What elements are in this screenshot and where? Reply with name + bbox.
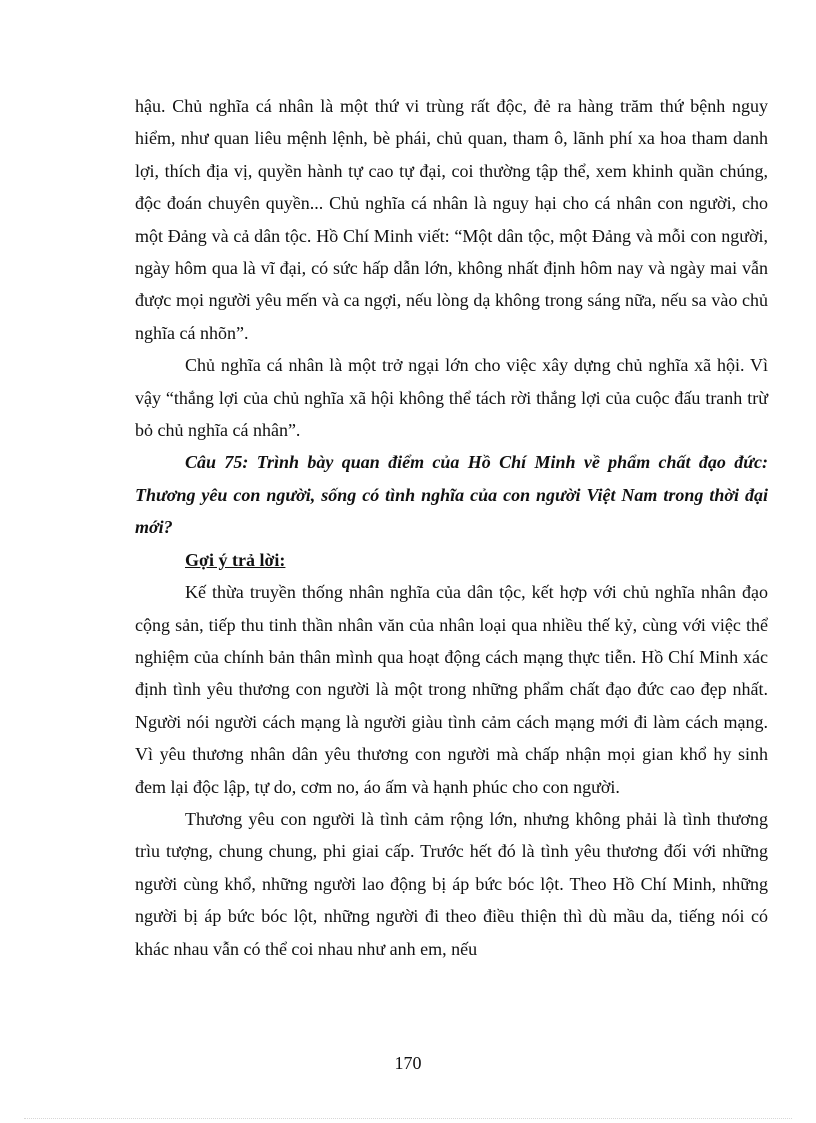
body-text <box>135 90 768 965</box>
paragraph-individualism-obstacle: Chủ nghĩa cá nhân là một trở ngại lớn cho việc xây dựng chủ nghĩa xã hội. Vì vậy “thắng lợi của chủ nghĩa xã hội không thể tách rời thắng lợi của cuộc đấu tranh trừ bỏ chủ nghĩa cá nhân”. <box>135 355 768 441</box>
paragraph-class-love: Thương yêu con người là tình cảm rộng lớn, nhưng không phải là tình thương trìu tượng, chung chung, phi giai cấp. Trước hết đó là tình yêu thương đối với những người cùng khổ, những người lao động bị áp bức bóc lột. Theo Hồ Chí Minh, những người bị áp bức bóc lột, những người đi theo điều thiện thì dù mầu da, tiếng nói có khác nhau vẫn có thể coi nhau như anh em, nếu <box>135 808 768 959</box>
page-bottom-divider <box>24 1118 792 1119</box>
page-number: 170 <box>394 1053 422 1073</box>
paragraph-individualism-harms: hậu. Chủ nghĩa cá nhân là một thứ vi trùng rất độc, đẻ ra hàng trăm thứ bệnh nguy hiểm, như quan liêu mệnh lệnh, bè phái, chủ quan, tham ô, lãnh phí xa hoa tham danh lợi, thích địa vị, quyền hành tự cao tự đại, coi thường tập thể, xem khinh quần chúng, độc đoán chuyên quyền... Chủ nghĩa cá nhân là nguy hại cho cá nhân con người, cho một Đảng và cả dân tộc. Hồ Chí Minh viết: “Một dân tộc, một Đảng và mỗi con người, ngày hôm qua là vĩ đại, có sức hấp dẫn lớn, không nhất định hôm nay và ngày mai vẫn được mọi người yêu mến và ca ngợi, nếu lòng dạ không trong sáng nữa, nếu sa vào chủ nghĩa cá nhõn”. <box>135 96 768 343</box>
question-75-heading: Câu 75: Trình bày quan điểm của Hồ Chí Minh về phẩm chất đạo đức: Thương yêu con người, sống có tình nghĩa của con người Việt Nam trong thời đại mới? <box>135 452 768 538</box>
answer-hint-heading: Gợi ý trả lời: <box>185 549 286 570</box>
paragraph-love-for-people: Kế thừa truyền thống nhân nghĩa của dân tộc, kết hợp với chủ nghĩa nhân đạo cộng sản, tiếp thu tinh thần nhân văn của nhân loại qua nhiều thế kỷ, cùng với việc thể nghiệm của chính bản thân mình qua hoạt động cách mạng thực tiễn. Hồ Chí Minh xác định tình yêu thương con người là một trong những phẩm chất đạo đức cao đẹp nhất. Người nói người cách mạng là người giàu tình cảm cách mạng mới đi làm cách mạng. Vì yêu thương nhân dân yêu thương con người mà chấp nhận mọi gian khổ hy sinh đem lại độc lập, tự do, cơm no, áo ấm và hạnh phúc cho con người. <box>135 582 768 797</box>
